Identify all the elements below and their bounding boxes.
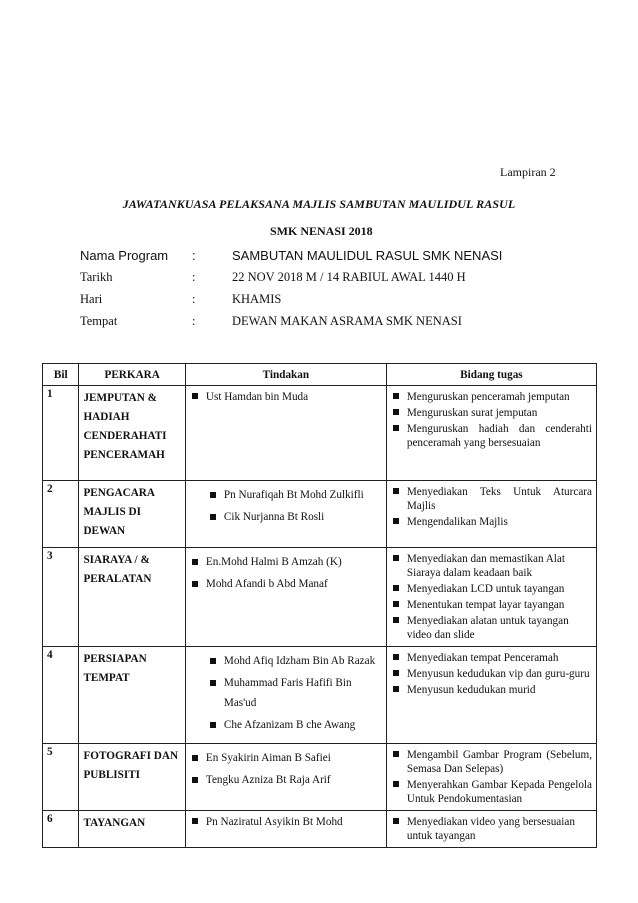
bullet-icon (393, 617, 399, 623)
perkara-line: DEWAN (83, 525, 126, 537)
row-tindakan (185, 548, 386, 647)
list-item (391, 614, 592, 642)
list-item (190, 552, 382, 572)
table-row (43, 744, 597, 811)
list-item (391, 582, 592, 596)
row-perkara (79, 548, 185, 647)
perkara-line: PENGACARA (83, 487, 155, 499)
task-text: Menguruskan surat jemputan (406, 407, 538, 419)
task-text: Menguruskan penceramah jemputan (406, 391, 570, 403)
row-bidang (386, 744, 596, 811)
bullet-icon (393, 751, 399, 757)
table-row (43, 647, 597, 744)
bullet-icon (192, 755, 198, 761)
list-item (391, 683, 592, 697)
row-number: 3 (43, 548, 79, 647)
document-subtitle: SMK NENASI 2018 (270, 224, 373, 238)
perkara-line: MAJLIS DI (83, 506, 141, 518)
perkara-line: TAYANGAN (83, 817, 146, 829)
list-item (208, 651, 382, 671)
bullet-icon (210, 658, 216, 664)
person-name: Muhammad Faris Hafifi Bin Mas'ud (223, 677, 352, 709)
bullet-icon (393, 555, 399, 561)
row-tindakan (185, 744, 386, 811)
task-text: Menyusun kedudukan murid (406, 684, 536, 696)
row-perkara (79, 481, 185, 548)
task-text: Menguruskan hadiah dan cenderahti penceramah yang bersesuaian (406, 423, 592, 449)
perkara-line: PUBLISITI (83, 769, 141, 781)
info-sep: : (192, 269, 196, 284)
table-row (43, 548, 597, 647)
person-name: Tengku Azniza Bt Raja Arif (205, 774, 331, 786)
perkara-line: PENCERAMAH (83, 449, 165, 461)
header-tindakan: Tindakan (185, 364, 386, 386)
bullet-icon (393, 781, 399, 787)
list-item (208, 485, 382, 505)
info-row-day (80, 288, 502, 310)
person-name: Pn Nurafiqah Bt Mohd Zulkifli (223, 489, 364, 501)
info-row-program (80, 244, 502, 266)
perkara-line: JEMPUTAN & (83, 392, 157, 404)
header-bil: Bil (43, 364, 79, 386)
bullet-icon (210, 722, 216, 728)
list-item (391, 667, 592, 681)
bullet-icon (393, 488, 399, 494)
person-name: Che Afzanizam B che Awang (223, 719, 356, 731)
person-name: En Syakirin Aiman B Safiei (205, 752, 331, 764)
document-title: JAWATANKUASA PELAKSANA MAJLIS SAMBUTAN MAULIDUL RASUL (122, 197, 516, 211)
task-text: Menyediakan dan memastikan Alat Siaraya dalam keadaan baik (406, 553, 565, 579)
bullet-icon (393, 518, 399, 524)
person-name: Mohd Afandi b Abd Manaf (205, 578, 328, 590)
task-text: Mengendalikan Majlis (406, 516, 508, 528)
list-item (391, 390, 592, 404)
appendix-label: Lampiran 2 (500, 165, 556, 179)
bullet-icon (192, 818, 198, 824)
list-item (391, 485, 592, 513)
list-item (190, 748, 382, 768)
bullet-icon (393, 393, 399, 399)
table-row (43, 481, 597, 548)
bullet-icon (393, 818, 399, 824)
bullet-icon (393, 425, 399, 431)
row-bidang (386, 386, 596, 481)
bullet-icon (393, 686, 399, 692)
bullet-icon (210, 680, 216, 686)
list-item (391, 422, 592, 450)
list-item (190, 390, 382, 404)
perkara-line: TEMPAT (83, 672, 130, 684)
bullet-icon (210, 492, 216, 498)
list-item (208, 507, 382, 527)
list-item (391, 651, 592, 665)
info-value: DEWAN MAKAN ASRAMA SMK NENASI (232, 313, 462, 328)
person-name: En.Mohd Halmi B Amzah (K) (205, 556, 342, 568)
task-text: Menyusun kedudukan vip dan guru-guru (406, 668, 590, 680)
list-item (391, 778, 592, 806)
task-text: Mengambil Gambar Program (Sebelum, Semasa Dan Selepas) (406, 749, 592, 775)
row-number: 2 (43, 481, 79, 548)
row-perkara (79, 811, 185, 848)
perkara-line: CENDERAHATI (83, 430, 167, 442)
perkara-line: PERALATAN (83, 573, 152, 585)
bullet-icon (393, 585, 399, 591)
info-row-venue (80, 310, 502, 332)
header-perkara: PERKARA (79, 364, 185, 386)
list-item (391, 515, 592, 529)
row-perkara (79, 386, 185, 481)
row-number: 5 (43, 744, 79, 811)
header-bidang: Bidang tugas (386, 364, 596, 386)
bullet-icon (393, 601, 399, 607)
bullet-icon (192, 581, 198, 587)
list-item (391, 815, 592, 843)
row-bidang (386, 647, 596, 744)
bullet-icon (192, 559, 198, 565)
person-name: Ust Hamdan bin Muda (205, 391, 309, 403)
bullet-icon (192, 777, 198, 783)
list-item (391, 552, 592, 580)
row-number: 4 (43, 647, 79, 744)
info-value: 22 NOV 2018 M / 14 RABIUL AWAL 1440 H (232, 269, 466, 284)
list-item (190, 574, 382, 594)
list-item (208, 715, 382, 735)
info-row-date (80, 266, 502, 288)
row-perkara (79, 647, 185, 744)
list-item (391, 748, 592, 776)
list-item (391, 406, 592, 420)
row-number: 6 (43, 811, 79, 848)
info-sep: : (192, 291, 196, 306)
committee-table (42, 363, 597, 848)
row-tindakan (185, 481, 386, 548)
task-text: Menentukan tempat layar tayangan (406, 599, 565, 611)
task-text: Menyediakan video yang bersesuaian untuk tayangan (406, 816, 575, 842)
bullet-icon (393, 654, 399, 660)
info-value: SAMBUTAN MAULIDUL RASUL SMK NENASI (232, 247, 503, 263)
row-tindakan (185, 386, 386, 481)
person-name: Pn Naziratul Asyikin Bt Mohd (205, 816, 343, 828)
perkara-line: FOTOGRAFI DAN (83, 750, 179, 762)
info-key: Tarikh (80, 269, 113, 284)
info-sep: : (192, 313, 196, 328)
list-item (208, 673, 382, 713)
perkara-line: SIARAYA / & (83, 554, 150, 566)
bullet-icon (393, 670, 399, 676)
row-bidang (386, 811, 596, 848)
person-name: Cik Nurjanna Bt Rosli (223, 511, 325, 523)
info-key: Nama Program (80, 247, 169, 263)
row-tindakan (185, 647, 386, 744)
list-item (190, 770, 382, 790)
task-text: Menyediakan LCD untuk tayangan (406, 583, 565, 595)
info-value: KHAMIS (232, 291, 282, 306)
info-sep: : (192, 247, 196, 263)
task-text: Menyerahkan Gambar Kepada Pengelola Untuk Pendokumentasian (406, 779, 592, 805)
perkara-line: PERSIAPAN (83, 653, 147, 665)
info-key: Tempat (80, 313, 118, 328)
task-text: Menyediakan alatan untuk tayangan video dan slide (406, 615, 569, 641)
bullet-icon (192, 393, 198, 399)
task-text: Menyediakan tempat Penceramah (406, 652, 559, 664)
row-perkara (79, 744, 185, 811)
table-header-row (43, 364, 597, 386)
row-bidang (386, 548, 596, 647)
task-text: Menyediakan Teks Untuk Aturcara Majlis (406, 486, 592, 512)
list-item (391, 598, 592, 612)
program-info (80, 244, 502, 332)
list-item (190, 815, 382, 829)
person-name: Mohd Afiq Idzham Bin Ab Razak (223, 655, 376, 667)
table-row (43, 811, 597, 848)
perkara-line: HADIAH (83, 411, 130, 423)
table-row (43, 386, 597, 481)
row-tindakan (185, 811, 386, 848)
info-key: Hari (80, 291, 103, 306)
row-number: 1 (43, 386, 79, 481)
bullet-icon (210, 514, 216, 520)
bullet-icon (393, 409, 399, 415)
row-bidang (386, 481, 596, 548)
